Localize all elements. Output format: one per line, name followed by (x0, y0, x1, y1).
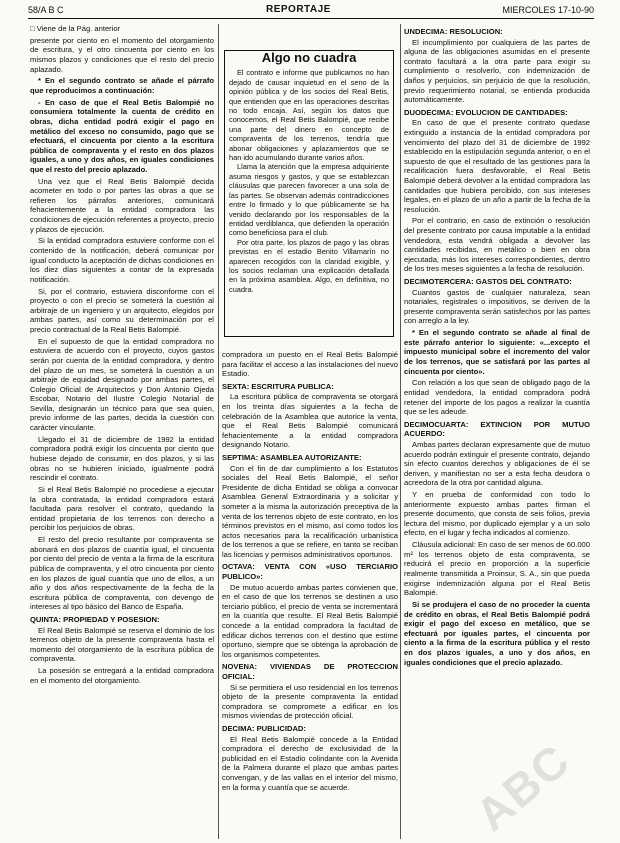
paragraph: Con relación a los que sean de obligado pago de la entidad vendedora, la entidad compradora podrá retener del importe de los pagos a realizar la cuantía que se les adeude. (404, 378, 590, 417)
clause-heading: QUINTA: PROPIEDAD Y POSESION: (30, 614, 160, 624)
clause-heading: DECIMOCUARTA: EXTINCION POR MUTUO ACUERDO: (404, 419, 590, 439)
paragraph: - En caso de que el Real Betis Balompié no consumiera totalmente la cuenta de crédito en obras, dicha entidad podrá exigir el pago en metálico del exceso no consumido, pago que se efectuará, el cincuenta por ciento a la escritura pública de compraventa y el resto en dos plazos iguales, a uno y dos años, en iguales condiciones que el resto del precio aplazado. (30, 97, 214, 174)
paragraph: Por el contrario, en caso de extinción o resolución del presente contrato por causa imputable a la entidad vendedora, esta vendrá obligada a devolver las cantidades recibidas, en metálico o bien en obra ejecutada, más los intereses correspondientes, dentro de los tres meses siguientes a la fecha de resolución. (404, 216, 590, 274)
clause-heading: SEPTIMA: ASAMBLEA AUTORIZANTE: (222, 452, 362, 462)
paragraph: Una vez que el Real Betis Balompié decida acometer en todo o por partes las obras a que se refieren los párrafos anteriores, comunicará fehacientemente a la entidad compradora las condiciones de ejecución referentes a proyecto, precio y plazos de ejecución. (30, 176, 214, 234)
sidebar-paragraph: El contrato e informe que publicamos no han dejado de causar inquietud en el seno de la opinión pública y de los socios del Real Betis, que entienden que en las operaciones descritas no todo encaja. Así, según los datos que conocemos, el Real Betis Balompié, que recibe una parte del dinero en concepto de compraventa de los terrenos, tendría que abonar obligaciones y aplazamientos que se han ido acumulando durante varios años. (229, 68, 389, 163)
paragraph: Llegado el 31 de diciembre de 1992 la entidad compradora podrá exigir los cincuenta por ciento que hubiese dejado de consumir, en dos plazos, y si las obras no se hubieren iniciado, igualmente podrá rescindir el contrato. (30, 434, 214, 483)
section-title: REPORTAJE (266, 4, 331, 15)
article-column-3 (404, 24, 590, 669)
sidebar-body (229, 68, 389, 294)
column-rule-2 (400, 24, 401, 839)
clause-heading: OCTAVA: VENTA CON «USO TERCIARIO PUBLICO»: (222, 562, 398, 582)
paragraph: Si se produjera el caso de no proceder la cuenta de crédito en obras, el Real Betis Balompié podrá exigir el pago del exceso en metálico, que se efectuará por iguales partes, el cincuenta por ciento a la firma de la escritura pública y el resto en dos plazos iguales, a uno y dos años, en iguales condiciones que el precio aplazado. (404, 599, 590, 667)
paragraph: El resto del precio resultante por compraventa se abonará en dos plazos de cuantía igual, el cincuenta por ciento del precio de venta a la firma de la escritura pública de compraventa, y el otro cincuenta por ciento en los plazos de igual cuantía que uno de ellos, a un año y dos años respectivamente de la fecha de la escritura pública de compraventa, con devengo de intereses al tipo básico del Banco de España. (30, 535, 214, 612)
paragraph: presente por ciento en el momento del otorgamiento de escritura, y el otro cincuenta por ciento en los mismos plazos y condiciones que el resto del precio aplazado. (30, 35, 214, 74)
article-column-1 (30, 24, 214, 687)
paragraph: □ Viene de la Pág. anterior (30, 24, 121, 33)
column-rule-1 (218, 24, 219, 839)
clause-heading: SEXTA: ESCRITURA PUBLICA: (222, 381, 334, 391)
paragraph: En caso de que el presente contrato quedase extinguido a instancia de la entidad compradora por vencimiento del plazo del 31 de diciembre de 1992 establecido en la estipulación segunda anterior, o en el supuesto de que el resultado de las gestiones para la recalificación fuera desfavorable, el Real Betis Balompié deberá devolver a la entidad compradora las cantidades que hubiera percibido, con sus intereses legales, en el plazo de un año a partir de la fecha de la resolución. (404, 118, 590, 214)
paragraph: Con el fin de dar cumplimiento a los Estatutos sociales del Real Betis Balompié, el señor Presidente de dicha Entidad se obliga a convocar Asamblea General Extraordinaria y a solicitar y someter a la misma la autorización preceptiva de la venta de los terrenos objeto de este contrato, en los términos previstos en el mismo, así como todos los actos necesarios para la recalificación urbanística de los terrenos a que se refiere, en tanto se reciban las licencias y permisos administrativos oportunos. (222, 463, 398, 559)
clause-heading: UNDECIMA: RESOLUCION: (404, 27, 503, 36)
sidebar-paragraph: Llama la atención que la empresa adquiriente asuma riesgos y gastos, y que se establezcan cláusulas que parecen favorecer a una sola de las partes. Se observan además contradicciones entre lo firmado y lo que públicamente se ha venido declarando por los responsables de la entidad verdiblanca, que defienden la operación como beneficiosa para el club. (229, 162, 389, 238)
paragraph: Cláusula adicional: En caso de ser menos de 60.000 m² los terrenos objeto de esta compraventa, se reducirá el precio en proporción a la superficie realmente transmitida a Proinsur, S. A., sin que pueda exigirse indemnización alguna por el Real Betis Balompié. (404, 540, 590, 598)
sidebar-title: Algo no cuadra (261, 50, 357, 65)
clause-heading: NOVENA: VIVIENDAS DE PROTECCION OFICIAL: (222, 662, 398, 681)
paragraph: Si se permitiera el uso residencial en los terrenos objeto de la presente compraventa la entidad compradora se compromete a edificar en los mismos viviendas de protección oficial. (222, 682, 398, 721)
paragraph: En el supuesto de que la entidad compradora no estuviera de acuerdo con el proyecto, cuyos gastos serán por cuenta de la entidad compradora, y dentro del plazo de un mes, se someterá la cuestión a un arbitraje de equidad designado por ambas partes, el Colegio Oficial de Arquitectos y Don Antonio Ojeda Escobar, Notario del Ilustre Colegio Notarial de Sevilla, designarán un técnico para que sea quien, previo informe de las partes, decida la cuestión con carácter vinculante. (30, 336, 214, 433)
paragraph: Si el Real Betis Balompié no procediese a ejecutar la obra contratada, la entidad compradora estará facultada para resolver el contrato, quedando la entidad propietaria de los terrenos con derecho a percibir los perjuicios de obras. (30, 485, 214, 533)
paragraph: Y en prueba de conformidad con todo lo anteriormente expuesto ambas partes firman el presente documento, que consta de seis folios, previa lectura del mismo, por duplicado ejemplar y a un solo efecto, en el lugar y fecha indicados al comienzo. (404, 490, 590, 538)
sidebar-box (224, 50, 394, 337)
paragraph: Si, por el contrario, estuviera disconforme con el proyecto o con el precio se someterá la cuestión al arbitraje de un ingeniero y un arquitecto, elegidos por ambas partes, así como su determinación por el precio contractual de la Real Betis Balompié. (30, 286, 214, 334)
paragraph: La escritura pública de compraventa se otorgará en los treinta días siguientes a la fecha de celebración de la Asamblea que autorice la venta, que el Real Betis Balompié comunicará fehacientemente a la entidad compradora designando Notario. (222, 392, 398, 450)
paragraph: De mutuo acuerdo ambas partes convienen que, en el caso de que los terrenos se destinen a uso terciario público, el precio de venta se incrementará en la cuantía que resulte. El Real Betis Balompié concede a la entidad compradora la facultad de edificar dichos terrenos con el destino que estime oportuno, siempre que se obtenga la aprobación de los organismos competentes. (222, 582, 398, 659)
paragraph: Ambas partes declaran expresamente que de mutuo acuerdo podrán extinguir el presente contrato, dejando sin efecto cuantos derechos y obligaciones de él se deriven, y manifiestan no ser a esta fecha deudora o acreedora de la otra por cantidad alguna. (404, 439, 590, 488)
paragraph: La posesión se entregará a la entidad compradora en el momento del otorgamiento. (30, 666, 214, 685)
paragraph: * En el segundo contrato se añade al final de este párrafo anterior lo siguiente: «...excepto el impuesto municipal sobre el incremento del valor de los terrenos, que se satisfará por las partes al cincuenta por ciento». (404, 328, 590, 376)
clause-heading: DECIMA: PUBLICIDAD: (222, 723, 306, 733)
article-column-2 (222, 350, 398, 794)
page-number: 58/A B C (28, 5, 64, 15)
paragraph: Si la entidad compradora estuviere conforme con el contenido de la notificación, deberá comunicar por igual conducto la aceptación de dichas condiciones en los diez días siguientes a contar de la expresada notificación. (30, 236, 214, 284)
clause-heading: DECIMOTERCERA: GASTOS DEL CONTRATO: (404, 277, 572, 287)
paragraph: El incumplimiento por cualquiera de las partes de alguna de las obligaciones asumidas en el presente contrato facultará a la otra parte para exigir su cumplimiento o resolverlo, con indemnización de daños y perjuicios, sin perjuicio de que la resolución, previo requerimiento notarial, se entienda producida automáticamente. (404, 37, 590, 105)
watermark: ABC (465, 733, 581, 841)
clause-heading: DUODECIMA: EVOLUCION DE CANTIDADES: (404, 107, 568, 117)
paragraph: El Real Betis Balompié concede a la Entidad compradora el derecho de exclusividad de la publicidad en el Estadio colindante con la Avenida de la Palmera durante el plazo que ambas partes convengan, y de las vallas en el interior del mismo, en la forma y cuantía que se acuerde. (222, 734, 398, 792)
paragraph: * En el segundo contrato se añade el párrafo que reproducimos a continuación: (30, 76, 214, 95)
paragraph: compradora un puesto en el Real Betis Balompié para facilitar el acceso a las instalaciones del nuevo Estadio. (222, 350, 398, 379)
paragraph: El Real Betis Balompié se reserva el dominio de los terrenos objeto de la presente compraventa hasta el momento del otorgamiento de la escritura pública de compraventa. (30, 625, 214, 664)
sidebar-paragraph: Por otra parte, los plazos de pago y las obras previstas en el estadio Benito Villamarín no aparecen recogidos con la claridad exigible, y los socios reclaman una explicación detallada en la próxima asamblea. Algo, en definitiva, no cuadra. (229, 237, 389, 294)
paragraph: Cuantos gastos de cualquier naturaleza, sean notariales, registrales o impositivos, se deriven de la presente compraventa serán satisfechos por las partes con arreglo a la ley. (404, 287, 590, 326)
issue-date: MIERCOLES 17-10-90 (502, 5, 594, 15)
page-header (28, 4, 594, 19)
